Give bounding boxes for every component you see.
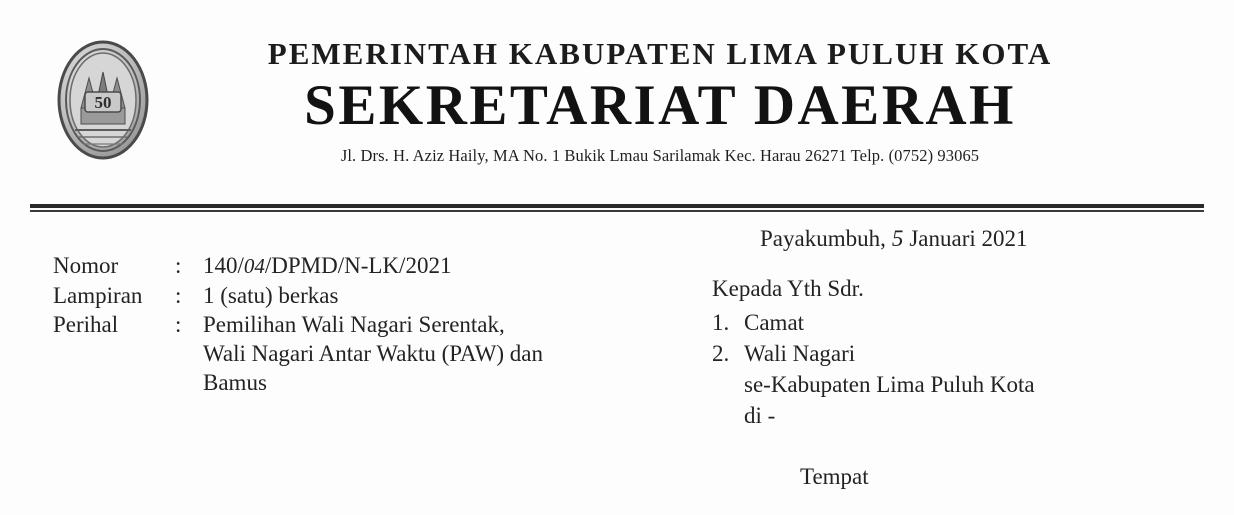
lampiran-value: 1 (satu) berkas xyxy=(203,283,339,308)
header-divider-thick xyxy=(30,204,1204,208)
letterhead-text xyxy=(160,36,1160,166)
letterhead xyxy=(0,0,1234,205)
meta-row-perihal xyxy=(53,310,673,339)
recipient-region: se-Kabupaten Lima Puluh Kota xyxy=(744,372,1035,397)
recipient-tempat: Tempat xyxy=(800,464,869,489)
perihal-value-line-2: Wali Nagari Antar Waktu (PAW) dan xyxy=(203,341,544,366)
address-line: Jl. Drs. H. Aziz Haily, MA No. 1 Bukik Lmau Sarilamak Kec. Harau 26271 Telp. (0752) 93065 xyxy=(340,145,980,165)
nomor-value xyxy=(203,251,673,281)
recipient-list xyxy=(712,307,1212,369)
list-item xyxy=(712,307,1212,338)
date-day-handwritten: 5 xyxy=(891,226,904,251)
place-name: Payakumbuh, xyxy=(760,226,886,251)
recipient-salutation: Kepada Yth Sdr. xyxy=(712,276,864,301)
nomor-colon: : xyxy=(175,253,182,278)
perihal-colon: : xyxy=(175,312,182,337)
recipient-name: Wali Nagari xyxy=(744,341,856,366)
meta-row-lampiran xyxy=(53,281,673,310)
lampiran-colon: : xyxy=(175,283,182,308)
nomor-label: Nomor xyxy=(53,253,119,278)
organization-name: SEKRETARIAT DAERAH xyxy=(304,74,1016,137)
recipient-block xyxy=(712,223,1212,492)
recipient-number: 2. xyxy=(712,341,730,366)
perihal-value-line-1: Pemilihan Wali Nagari Serentak, xyxy=(203,312,505,337)
recipient-di-line: di - xyxy=(744,403,776,428)
place-and-date xyxy=(760,223,1212,254)
meta-row-nomor xyxy=(53,251,673,281)
recipient-number: 1. xyxy=(712,310,730,335)
nomor-handwritten: 04 xyxy=(243,254,265,278)
letter-meta-block xyxy=(53,251,673,397)
header-divider-thin xyxy=(30,210,1204,212)
lampiran-label: Lampiran xyxy=(53,283,143,308)
nomor-suffix: /DPMD/N-LK/2021 xyxy=(264,253,452,278)
government-crest-icon xyxy=(55,38,151,162)
government-name: PEMERINTAH KABUPATEN LIMA PULUH KOTA xyxy=(267,36,1053,71)
perihal-label: Perihal xyxy=(53,312,119,337)
date-month-year: Januari 2021 xyxy=(909,226,1028,251)
recipient-name: Camat xyxy=(744,310,805,335)
letter-body xyxy=(0,215,1234,515)
perihal-value-line-3: Bamus xyxy=(203,370,267,395)
nomor-prefix: 140/ xyxy=(203,253,244,278)
svg-text:50: 50 xyxy=(94,93,112,112)
list-item xyxy=(712,338,1212,369)
